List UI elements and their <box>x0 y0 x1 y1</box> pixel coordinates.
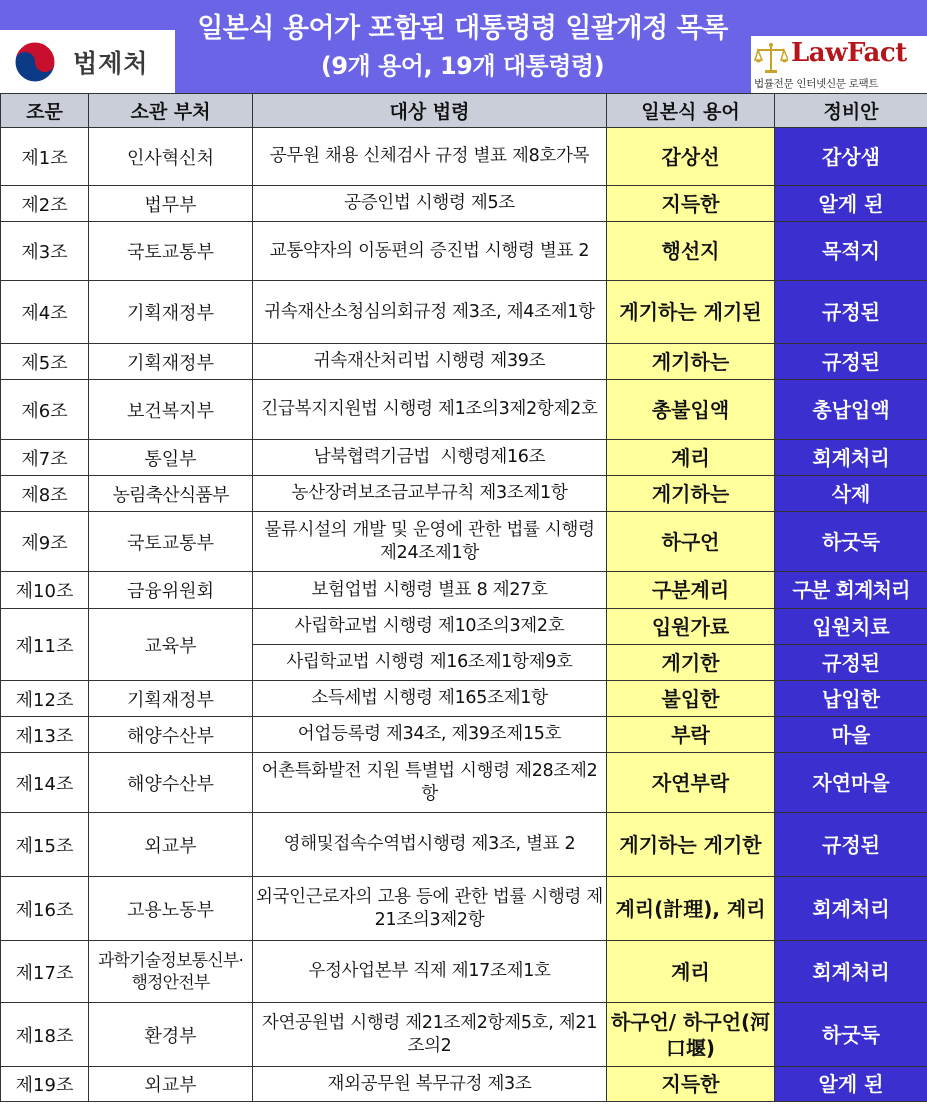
revision-cell: 하굿둑 <box>775 1003 927 1067</box>
revision-cell: 총납입액 <box>775 380 927 440</box>
taegeuk-emblem-icon <box>14 41 56 83</box>
article-cell: 제11조 <box>1 609 89 681</box>
article-cell: 제12조 <box>1 681 89 717</box>
term-cell: 게기한 <box>607 645 775 681</box>
article-cell: 제18조 <box>1 1003 89 1067</box>
article-cell: 제14조 <box>1 753 89 813</box>
scales-of-justice-icon <box>754 41 788 75</box>
law-cell: 자연공원법 시행령 제21조제2항제5호, 제21조의2 <box>253 1003 607 1067</box>
term-cell: 자연부락 <box>607 753 775 813</box>
law-cell: 공무원 채용 신체검사 규정 별표 제8호가목 <box>253 128 607 186</box>
ministry-cell: 기획재정부 <box>89 681 253 717</box>
table-row <box>1 186 927 222</box>
table-row <box>1 380 927 440</box>
amendment-table <box>0 93 927 1102</box>
table-row <box>1 281 927 344</box>
ministry-cell: 농림축산식품부 <box>89 476 253 512</box>
revision-cell: 규정된 <box>775 344 927 380</box>
ministry-cell: 국토교통부 <box>89 222 253 281</box>
ministry-cell: 기획재정부 <box>89 281 253 344</box>
law-cell: 어업등록령 제34조, 제39조제15호 <box>253 717 607 753</box>
article-cell: 제8조 <box>1 476 89 512</box>
table-row <box>1 222 927 281</box>
term-cell: 계리(計理), 계리 <box>607 877 775 941</box>
term-cell: 계리 <box>607 440 775 476</box>
term-cell: 계리 <box>607 941 775 1003</box>
table-row <box>1 344 927 380</box>
agency-name: 법제처 <box>73 49 149 78</box>
page-subtitle: (9개 용어, 19개 대통령령) <box>320 52 605 80</box>
term-cell: 행선지 <box>607 222 775 281</box>
article-cell: 제7조 <box>1 440 89 476</box>
table-row <box>1 1003 927 1067</box>
law-cell: 농산장려보조금교부규칙 제3조제1항 <box>253 476 607 512</box>
revision-cell: 목적지 <box>775 222 927 281</box>
revision-cell: 알게 된 <box>775 186 927 222</box>
article-cell: 제6조 <box>1 380 89 440</box>
revision-cell: 회계처리 <box>775 440 927 476</box>
table-header-row <box>1 94 927 128</box>
ministry-cell: 해양수산부 <box>89 753 253 813</box>
brand-tagline: 법률전문 인터넷신문 로팩트 <box>754 78 879 90</box>
ministry-cell: 과학기술정보통신부·행정안전부 <box>89 941 253 1003</box>
ministry-cell: 해양수산부 <box>89 717 253 753</box>
ministry-cell: 국토교통부 <box>89 512 253 572</box>
ministry-cell: 기획재정부 <box>89 344 253 380</box>
term-cell: 부락 <box>607 717 775 753</box>
column-header-revision: 정비안 <box>775 94 927 128</box>
table-row <box>1 476 927 512</box>
table-row <box>1 128 927 186</box>
ministry-cell: 법무부 <box>89 186 253 222</box>
term-cell: 총불입액 <box>607 380 775 440</box>
page-title: 일본식 용어가 포함된 대통령령 일괄개정 목록 <box>197 13 728 44</box>
brand-name: LawFact <box>791 38 907 68</box>
term-cell: 게기하는 게기한 <box>607 813 775 877</box>
revision-cell: 규정된 <box>775 813 927 877</box>
table-row <box>1 753 927 813</box>
ministry-cell: 인사혁신처 <box>89 128 253 186</box>
law-cell: 재외공무원 복무규정 제3조 <box>253 1067 607 1102</box>
law-cell: 공증인법 시행령 제5조 <box>253 186 607 222</box>
revision-cell: 하굿둑 <box>775 512 927 572</box>
table-row <box>1 609 927 645</box>
ministry-cell: 교육부 <box>89 609 253 681</box>
revision-cell: 규정된 <box>775 645 927 681</box>
term-cell: 하구언/ 하구언(河口堰) <box>607 1003 775 1067</box>
article-cell: 제16조 <box>1 877 89 941</box>
table-row <box>1 877 927 941</box>
term-cell: 게기하는 <box>607 476 775 512</box>
term-cell: 갑상선 <box>607 128 775 186</box>
law-cell: 교통약자의 이동편의 증진법 시행령 별표 2 <box>253 222 607 281</box>
ministry-cell: 고용노동부 <box>89 877 253 941</box>
law-cell: 영해및접속수역법시행령 제3조, 별표 2 <box>253 813 607 877</box>
law-cell: 사립학교법 시행령 제16조제1항제9호 <box>253 645 607 681</box>
law-cell: 어촌특화발전 지원 특별법 시행령 제28조제2항 <box>253 753 607 813</box>
revision-cell: 갑상샘 <box>775 128 927 186</box>
table-row <box>1 440 927 476</box>
term-cell: 지득한 <box>607 186 775 222</box>
revision-cell: 회계처리 <box>775 877 927 941</box>
table-row <box>1 681 927 717</box>
term-cell: 불입한 <box>607 681 775 717</box>
table-row <box>1 512 927 572</box>
term-cell: 게기하는 게기된 <box>607 281 775 344</box>
agency-logo <box>0 30 175 93</box>
article-cell: 제13조 <box>1 717 89 753</box>
table-row <box>1 572 927 609</box>
revision-cell: 회계처리 <box>775 941 927 1003</box>
brand-logo <box>751 36 927 93</box>
article-cell: 제9조 <box>1 512 89 572</box>
term-cell: 하구언 <box>607 512 775 572</box>
ministry-cell: 보건복지부 <box>89 380 253 440</box>
table-row <box>1 1067 927 1102</box>
table-row <box>1 717 927 753</box>
revision-cell: 납입한 <box>775 681 927 717</box>
law-cell: 소득세법 시행령 제165조제1항 <box>253 681 607 717</box>
column-header-article: 조문 <box>1 94 89 128</box>
revision-cell: 삭제 <box>775 476 927 512</box>
revision-cell: 규정된 <box>775 281 927 344</box>
article-cell: 제5조 <box>1 344 89 380</box>
ministry-cell: 통일부 <box>89 440 253 476</box>
ministry-cell: 금융위원회 <box>89 572 253 609</box>
revision-cell: 알게 된 <box>775 1067 927 1102</box>
term-cell: 지득한 <box>607 1067 775 1102</box>
revision-cell: 마을 <box>775 717 927 753</box>
article-cell: 제10조 <box>1 572 89 609</box>
law-cell: 남북협력기금법 시행령제16조 <box>253 440 607 476</box>
law-cell: 귀속재산처리법 시행령 제39조 <box>253 344 607 380</box>
article-cell: 제17조 <box>1 941 89 1003</box>
law-cell: 외국인근로자의 고용 등에 관한 법률 시행령 제21조의3제2항 <box>253 877 607 941</box>
law-cell: 귀속재산소청심의회규정 제3조, 제4조제1항 <box>253 281 607 344</box>
article-cell: 제1조 <box>1 128 89 186</box>
ministry-cell: 환경부 <box>89 1003 253 1067</box>
revision-cell: 입원치료 <box>775 609 927 645</box>
table-row <box>1 813 927 877</box>
law-cell: 물류시설의 개발 및 운영에 관한 법률 시행령 제24조제1항 <box>253 512 607 572</box>
article-cell: 제19조 <box>1 1067 89 1102</box>
term-cell: 게기하는 <box>607 344 775 380</box>
term-cell: 입원가료 <box>607 609 775 645</box>
article-cell: 제2조 <box>1 186 89 222</box>
law-cell: 우정사업본부 직제 제17조제1호 <box>253 941 607 1003</box>
revision-cell: 자연마을 <box>775 753 927 813</box>
law-cell: 긴급복지지원법 시행령 제1조의3제2항제2호 <box>253 380 607 440</box>
column-header-japanese-term: 일본식 용어 <box>607 94 775 128</box>
column-header-ministry: 소관 부처 <box>89 94 253 128</box>
ministry-cell: 외교부 <box>89 813 253 877</box>
article-cell: 제15조 <box>1 813 89 877</box>
term-cell: 구분계리 <box>607 572 775 609</box>
law-cell: 사립학교법 시행령 제10조의3제2호 <box>253 609 607 645</box>
law-cell: 보험업법 시행령 별표 8 제27호 <box>253 572 607 609</box>
article-cell: 제3조 <box>1 222 89 281</box>
ministry-cell: 외교부 <box>89 1067 253 1102</box>
table-row <box>1 941 927 1003</box>
revision-cell: 구분 회계처리 <box>775 572 927 609</box>
column-header-law: 대상 법령 <box>253 94 607 128</box>
article-cell: 제4조 <box>1 281 89 344</box>
